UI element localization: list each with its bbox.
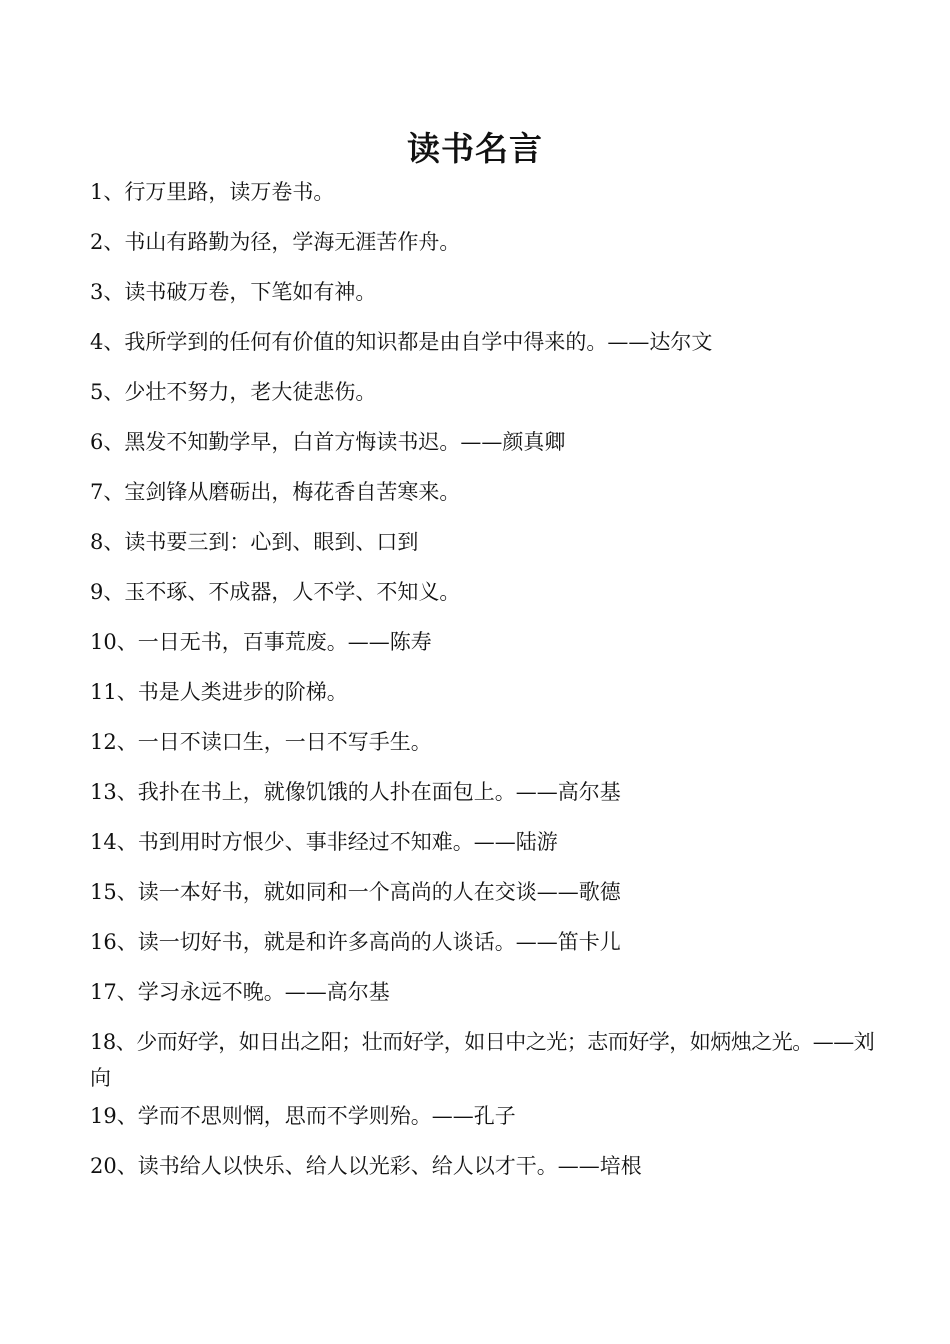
quote-item: 13、我扑在书上，就像饥饿的人扑在面包上。——高尔基 [90, 780, 621, 804]
quote-item: 2、书山有路勤为径，学海无涯苦作舟。 [90, 230, 461, 254]
quote-item: 9、玉不琢、不成器，人不学、不知义。 [90, 580, 461, 604]
quote-item: 5、少壮不努力，老大徒悲伤。 [90, 380, 377, 404]
quote-item: 10、一日无书，百事荒废。——陈寿 [90, 630, 432, 654]
quote-item: 20、读书给人以快乐、给人以光彩、给人以才干。——培根 [90, 1154, 642, 1178]
quote-item: 19、学而不思则惘，思而不学则殆。——孔子 [90, 1104, 516, 1128]
quote-item: 14、书到用时方恨少、事非经过不知难。——陆游 [90, 830, 558, 854]
quote-item: 3、读书破万卷，下笔如有神。 [90, 280, 377, 304]
quote-item: 12、一日不读口生，一日不写手生。 [90, 730, 432, 754]
quote-item: 1、行万里路，读万卷书。 [90, 180, 335, 204]
quote-item: 15、读一本好书，就如同和一个高尚的人在交谈——歌德 [90, 880, 621, 904]
page-title: 读书名言 [407, 129, 543, 168]
quote-item: 8、读书要三到：心到、眼到、口到 [90, 530, 419, 554]
quote-item: 17、学习永远不晚。——高尔基 [90, 980, 390, 1004]
quote-list [90, 178, 880, 1202]
quote-item: 7、宝剑锋从磨砺出，梅花香自苦寒来。 [90, 480, 461, 504]
quote-item: 16、读一切好书，就是和许多高尚的人谈话。——笛卡儿 [90, 930, 621, 954]
quote-item: 6、黑发不知勤学早，白首方悔读书迟。——颜真卿 [90, 430, 566, 454]
quote-item: 18、少而好学，如日出之阳；壮而好学，如日中之光；志而好学，如炳烛之光。——刘向 [90, 1030, 875, 1090]
quote-item: 4、我所学到的任何有价值的知识都是由自学中得来的。——达尔文 [90, 330, 713, 354]
quote-item: 11、书是人类进步的阶梯。 [90, 680, 348, 704]
